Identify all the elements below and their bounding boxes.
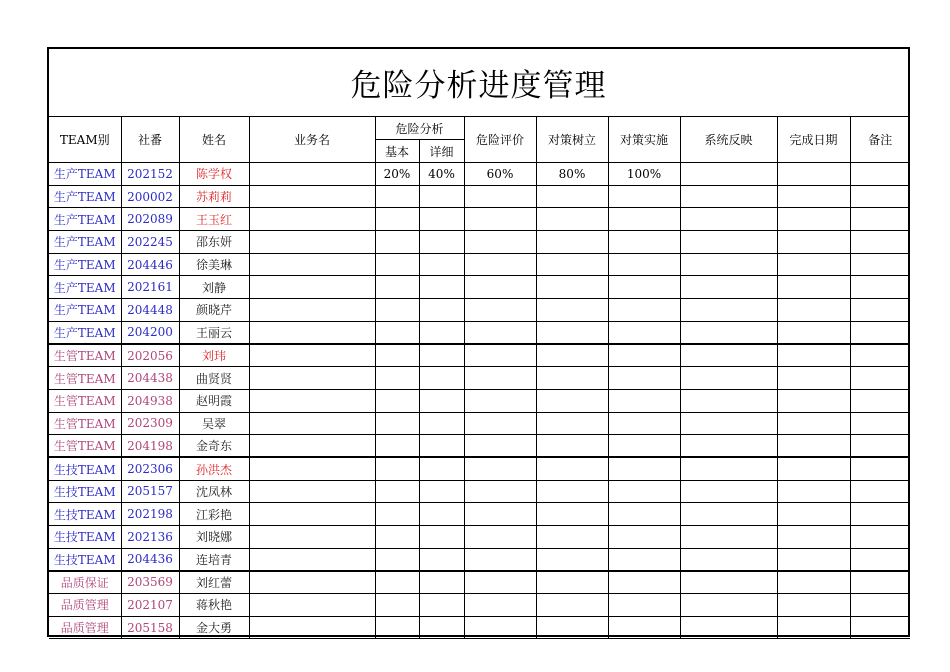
id-cell[interactable]: 204938: [121, 389, 179, 412]
feedback-cell[interactable]: [680, 344, 777, 367]
team-cell[interactable]: 生技TEAM: [49, 457, 121, 480]
team-cell[interactable]: 生产TEAM: [49, 321, 121, 344]
notes-cell[interactable]: [850, 276, 910, 299]
table-row: [49, 571, 910, 594]
business-cell[interactable]: [249, 367, 375, 390]
setup-cell[interactable]: [536, 480, 608, 503]
business-cell[interactable]: [249, 480, 375, 503]
team-cell[interactable]: 生产TEAM: [49, 276, 121, 299]
detail-cell[interactable]: [419, 299, 464, 322]
basic-cell[interactable]: [375, 457, 419, 480]
detail-cell[interactable]: [419, 571, 464, 594]
id-cell[interactable]: 202107: [121, 594, 179, 617]
impl-cell[interactable]: [608, 616, 680, 639]
basic-cell[interactable]: [375, 299, 419, 322]
basic-cell[interactable]: [375, 594, 419, 617]
notes-cell[interactable]: [850, 526, 910, 549]
feedback-cell[interactable]: [680, 276, 777, 299]
team-cell[interactable]: 品质管理: [49, 594, 121, 617]
setup-cell[interactable]: [536, 457, 608, 480]
detail-cell[interactable]: [419, 185, 464, 208]
detail-cell[interactable]: [419, 276, 464, 299]
business-cell[interactable]: [249, 208, 375, 231]
eval-cell[interactable]: [464, 299, 536, 322]
header-countermeasure-setup: 对策树立: [536, 117, 608, 163]
eval-cell[interactable]: [464, 526, 536, 549]
eval-cell[interactable]: [464, 276, 536, 299]
team-cell[interactable]: 生管TEAM: [49, 435, 121, 458]
impl-cell[interactable]: [608, 185, 680, 208]
feedback-cell[interactable]: [680, 253, 777, 276]
business-cell[interactable]: [249, 594, 375, 617]
basic-cell[interactable]: 20%: [375, 163, 419, 186]
feedback-cell[interactable]: [680, 548, 777, 571]
basic-cell[interactable]: [375, 503, 419, 526]
detail-cell[interactable]: [419, 208, 464, 231]
business-cell[interactable]: [249, 299, 375, 322]
basic-cell[interactable]: [375, 185, 419, 208]
feedback-cell[interactable]: [680, 321, 777, 344]
date-cell[interactable]: [777, 480, 850, 503]
feedback-cell[interactable]: [680, 480, 777, 503]
business-cell[interactable]: [249, 163, 375, 186]
business-cell[interactable]: [249, 344, 375, 367]
impl-cell[interactable]: [608, 412, 680, 435]
date-cell[interactable]: [777, 344, 850, 367]
eval-cell[interactable]: [464, 616, 536, 639]
detail-cell[interactable]: [419, 321, 464, 344]
eval-cell[interactable]: [464, 412, 536, 435]
header-completion-date: 完成日期: [777, 117, 850, 163]
id-cell[interactable]: 205158: [121, 616, 179, 639]
table-row: [49, 253, 910, 276]
team-cell[interactable]: 生产TEAM: [49, 185, 121, 208]
impl-cell[interactable]: [608, 276, 680, 299]
date-cell[interactable]: [777, 435, 850, 458]
table-row: [49, 185, 910, 208]
table-row: [49, 276, 910, 299]
impl-cell[interactable]: 100%: [608, 163, 680, 186]
feedback-cell[interactable]: [680, 435, 777, 458]
header-detail: 详细: [419, 140, 464, 163]
name-cell[interactable]: 陈学权: [179, 163, 249, 186]
id-cell[interactable]: 200002: [121, 185, 179, 208]
id-cell[interactable]: 202136: [121, 526, 179, 549]
business-cell[interactable]: [249, 231, 375, 254]
business-cell[interactable]: [249, 253, 375, 276]
id-cell[interactable]: 202309: [121, 412, 179, 435]
team-cell[interactable]: 生产TEAM: [49, 299, 121, 322]
name-cell[interactable]: 金奇东: [179, 435, 249, 458]
table-row: [49, 208, 910, 231]
team-cell[interactable]: 品质管理: [49, 616, 121, 639]
id-cell[interactable]: 202056: [121, 344, 179, 367]
eval-cell[interactable]: [464, 548, 536, 571]
eval-cell[interactable]: [464, 253, 536, 276]
name-cell[interactable]: 曲贤贤: [179, 367, 249, 390]
feedback-cell[interactable]: [680, 208, 777, 231]
notes-cell[interactable]: [850, 321, 910, 344]
eval-cell[interactable]: [464, 480, 536, 503]
setup-cell[interactable]: [536, 548, 608, 571]
business-cell[interactable]: [249, 389, 375, 412]
feedback-cell[interactable]: [680, 231, 777, 254]
feedback-cell[interactable]: [680, 299, 777, 322]
notes-cell[interactable]: [850, 185, 910, 208]
date-cell[interactable]: [777, 321, 850, 344]
basic-cell[interactable]: [375, 571, 419, 594]
id-cell[interactable]: 204448: [121, 299, 179, 322]
setup-cell[interactable]: [536, 571, 608, 594]
business-cell[interactable]: [249, 435, 375, 458]
header-id: 社番: [121, 117, 179, 163]
table-row: [49, 412, 910, 435]
impl-cell[interactable]: [608, 526, 680, 549]
progress-table: [49, 117, 910, 639]
notes-cell[interactable]: [850, 367, 910, 390]
impl-cell[interactable]: [608, 389, 680, 412]
setup-cell[interactable]: [536, 412, 608, 435]
impl-cell[interactable]: [608, 435, 680, 458]
date-cell[interactable]: [777, 412, 850, 435]
notes-cell[interactable]: [850, 480, 910, 503]
impl-cell[interactable]: [608, 571, 680, 594]
name-cell[interactable]: 刘静: [179, 276, 249, 299]
setup-cell[interactable]: [536, 503, 608, 526]
basic-cell[interactable]: [375, 276, 419, 299]
eval-cell[interactable]: [464, 367, 536, 390]
name-cell[interactable]: 王丽云: [179, 321, 249, 344]
name-cell[interactable]: 刘晓娜: [179, 526, 249, 549]
setup-cell[interactable]: [536, 253, 608, 276]
name-cell[interactable]: 邵东妍: [179, 231, 249, 254]
id-cell[interactable]: 205157: [121, 480, 179, 503]
impl-cell[interactable]: [608, 594, 680, 617]
team-cell[interactable]: 生技TEAM: [49, 503, 121, 526]
name-cell[interactable]: 江彩艳: [179, 503, 249, 526]
basic-cell[interactable]: [375, 253, 419, 276]
detail-cell[interactable]: [419, 526, 464, 549]
eval-cell[interactable]: [464, 185, 536, 208]
detail-cell[interactable]: 40%: [419, 163, 464, 186]
table-row: [49, 344, 910, 367]
header-name: 姓名: [179, 117, 249, 163]
header-countermeasure-impl: 对策实施: [608, 117, 680, 163]
date-cell[interactable]: [777, 548, 850, 571]
date-cell[interactable]: [777, 231, 850, 254]
id-cell[interactable]: 204198: [121, 435, 179, 458]
impl-cell[interactable]: [608, 208, 680, 231]
basic-cell[interactable]: [375, 344, 419, 367]
name-cell[interactable]: 连培青: [179, 548, 249, 571]
team-cell[interactable]: 生管TEAM: [49, 389, 121, 412]
eval-cell[interactable]: [464, 435, 536, 458]
setup-cell[interactable]: [536, 616, 608, 639]
detail-cell[interactable]: [419, 457, 464, 480]
date-cell[interactable]: [777, 389, 850, 412]
feedback-cell[interactable]: [680, 594, 777, 617]
date-cell[interactable]: [777, 526, 850, 549]
date-cell[interactable]: [777, 253, 850, 276]
basic-cell[interactable]: [375, 208, 419, 231]
header-team: TEAM别: [49, 117, 121, 163]
name-cell[interactable]: 颜晓芹: [179, 299, 249, 322]
table-row: [49, 389, 910, 412]
id-cell[interactable]: 204438: [121, 367, 179, 390]
detail-cell[interactable]: [419, 435, 464, 458]
notes-cell[interactable]: [850, 457, 910, 480]
basic-cell[interactable]: [375, 480, 419, 503]
basic-cell[interactable]: [375, 321, 419, 344]
feedback-cell[interactable]: [680, 412, 777, 435]
id-cell[interactable]: 202245: [121, 231, 179, 254]
business-cell[interactable]: [249, 526, 375, 549]
business-cell[interactable]: [249, 457, 375, 480]
feedback-cell[interactable]: [680, 571, 777, 594]
eval-cell[interactable]: [464, 344, 536, 367]
date-cell[interactable]: [777, 571, 850, 594]
notes-cell[interactable]: [850, 163, 910, 186]
team-cell[interactable]: 生管TEAM: [49, 367, 121, 390]
header-basic: 基本: [375, 140, 419, 163]
id-cell[interactable]: 203569: [121, 571, 179, 594]
feedback-cell[interactable]: [680, 457, 777, 480]
feedback-cell[interactable]: [680, 616, 777, 639]
table-row: [49, 231, 910, 254]
name-cell[interactable]: 刘红蕾: [179, 571, 249, 594]
setup-cell[interactable]: [536, 231, 608, 254]
basic-cell[interactable]: [375, 616, 419, 639]
id-cell[interactable]: 204436: [121, 548, 179, 571]
id-cell[interactable]: 202198: [121, 503, 179, 526]
notes-cell[interactable]: [850, 616, 910, 639]
detail-cell[interactable]: [419, 389, 464, 412]
notes-cell[interactable]: [850, 503, 910, 526]
table-row: [49, 163, 910, 186]
date-cell[interactable]: [777, 185, 850, 208]
id-cell[interactable]: 204446: [121, 253, 179, 276]
date-cell[interactable]: [777, 208, 850, 231]
basic-cell[interactable]: [375, 412, 419, 435]
name-cell[interactable]: 金大勇: [179, 616, 249, 639]
setup-cell[interactable]: [536, 594, 608, 617]
name-cell[interactable]: 吴翠: [179, 412, 249, 435]
progress-sheet: [47, 47, 910, 637]
impl-cell[interactable]: [608, 231, 680, 254]
name-cell[interactable]: 王玉红: [179, 208, 249, 231]
setup-cell[interactable]: [536, 276, 608, 299]
name-cell[interactable]: 沈凤林: [179, 480, 249, 503]
header-system-feedback: 系统反映: [680, 117, 777, 163]
id-cell[interactable]: 202161: [121, 276, 179, 299]
name-cell[interactable]: 蒋秋艳: [179, 594, 249, 617]
basic-cell[interactable]: [375, 367, 419, 390]
feedback-cell[interactable]: [680, 185, 777, 208]
name-cell[interactable]: 苏莉莉: [179, 185, 249, 208]
impl-cell[interactable]: [608, 299, 680, 322]
feedback-cell[interactable]: [680, 389, 777, 412]
header-notes: 备注: [850, 117, 910, 163]
setup-cell[interactable]: [536, 389, 608, 412]
impl-cell[interactable]: [608, 548, 680, 571]
id-cell[interactable]: 202089: [121, 208, 179, 231]
notes-cell[interactable]: [850, 253, 910, 276]
business-cell[interactable]: [249, 412, 375, 435]
team-cell[interactable]: 生管TEAM: [49, 344, 121, 367]
team-cell[interactable]: 生产TEAM: [49, 253, 121, 276]
basic-cell[interactable]: [375, 526, 419, 549]
team-cell[interactable]: 生技TEAM: [49, 480, 121, 503]
date-cell[interactable]: [777, 457, 850, 480]
sheet-title: 危险分析进度管理: [49, 49, 908, 117]
business-cell[interactable]: [249, 548, 375, 571]
notes-cell[interactable]: [850, 389, 910, 412]
detail-cell[interactable]: [419, 548, 464, 571]
table-row: [49, 480, 910, 503]
business-cell[interactable]: [249, 276, 375, 299]
name-cell[interactable]: 孙洪杰: [179, 457, 249, 480]
notes-cell[interactable]: [850, 548, 910, 571]
feedback-cell[interactable]: [680, 503, 777, 526]
team-cell[interactable]: 生产TEAM: [49, 231, 121, 254]
id-cell[interactable]: 202152: [121, 163, 179, 186]
eval-cell[interactable]: [464, 231, 536, 254]
impl-cell[interactable]: [608, 367, 680, 390]
header-business: 业务名: [249, 117, 375, 163]
notes-cell[interactable]: [850, 412, 910, 435]
date-cell[interactable]: [777, 276, 850, 299]
basic-cell[interactable]: [375, 435, 419, 458]
business-cell[interactable]: [249, 321, 375, 344]
notes-cell[interactable]: [850, 299, 910, 322]
date-cell[interactable]: [777, 299, 850, 322]
detail-cell[interactable]: [419, 367, 464, 390]
detail-cell[interactable]: [419, 503, 464, 526]
header-hazard-eval: 危险评价: [464, 117, 536, 163]
header-hazard-analysis: 危险分析: [375, 117, 464, 140]
basic-cell[interactable]: [375, 231, 419, 254]
name-cell[interactable]: 赵明霞: [179, 389, 249, 412]
notes-cell[interactable]: [850, 208, 910, 231]
setup-cell[interactable]: [536, 208, 608, 231]
notes-cell[interactable]: [850, 594, 910, 617]
notes-cell[interactable]: [850, 571, 910, 594]
feedback-cell[interactable]: [680, 367, 777, 390]
impl-cell[interactable]: [608, 503, 680, 526]
date-cell[interactable]: [777, 594, 850, 617]
setup-cell[interactable]: [536, 435, 608, 458]
team-cell[interactable]: 生技TEAM: [49, 526, 121, 549]
feedback-cell[interactable]: [680, 526, 777, 549]
table-row: [49, 503, 910, 526]
table-row: [49, 548, 910, 571]
date-cell[interactable]: [777, 163, 850, 186]
detail-cell[interactable]: [419, 344, 464, 367]
impl-cell[interactable]: [608, 253, 680, 276]
eval-cell[interactable]: [464, 321, 536, 344]
setup-cell[interactable]: [536, 526, 608, 549]
impl-cell[interactable]: [608, 457, 680, 480]
table-row: [49, 321, 910, 344]
table-row: [49, 299, 910, 322]
setup-cell[interactable]: [536, 185, 608, 208]
eval-cell[interactable]: [464, 208, 536, 231]
detail-cell[interactable]: [419, 412, 464, 435]
team-cell[interactable]: 生产TEAM: [49, 208, 121, 231]
business-cell[interactable]: [249, 616, 375, 639]
date-cell[interactable]: [777, 616, 850, 639]
impl-cell[interactable]: [608, 480, 680, 503]
team-cell[interactable]: 生产TEAM: [49, 163, 121, 186]
eval-cell[interactable]: [464, 389, 536, 412]
business-cell[interactable]: [249, 571, 375, 594]
table-row: [49, 594, 910, 617]
setup-cell[interactable]: [536, 344, 608, 367]
impl-cell[interactable]: [608, 321, 680, 344]
detail-cell[interactable]: [419, 253, 464, 276]
setup-cell[interactable]: [536, 321, 608, 344]
eval-cell[interactable]: [464, 503, 536, 526]
table-row: [49, 616, 910, 639]
setup-cell[interactable]: 80%: [536, 163, 608, 186]
setup-cell[interactable]: [536, 299, 608, 322]
name-cell[interactable]: 徐美琳: [179, 253, 249, 276]
team-cell[interactable]: 生技TEAM: [49, 548, 121, 571]
feedback-cell[interactable]: [680, 163, 777, 186]
id-cell[interactable]: 204200: [121, 321, 179, 344]
business-cell[interactable]: [249, 503, 375, 526]
team-cell[interactable]: 生管TEAM: [49, 412, 121, 435]
table-row: [49, 435, 910, 458]
id-cell[interactable]: 202306: [121, 457, 179, 480]
date-cell[interactable]: [777, 367, 850, 390]
eval-cell[interactable]: [464, 594, 536, 617]
business-cell[interactable]: [249, 185, 375, 208]
notes-cell[interactable]: [850, 435, 910, 458]
table-row: [49, 367, 910, 390]
impl-cell[interactable]: [608, 344, 680, 367]
detail-cell[interactable]: [419, 616, 464, 639]
team-cell[interactable]: 品质保证: [49, 571, 121, 594]
table-row: [49, 457, 910, 480]
notes-cell[interactable]: [850, 344, 910, 367]
detail-cell[interactable]: [419, 594, 464, 617]
date-cell[interactable]: [777, 503, 850, 526]
basic-cell[interactable]: [375, 389, 419, 412]
basic-cell[interactable]: [375, 548, 419, 571]
notes-cell[interactable]: [850, 231, 910, 254]
detail-cell[interactable]: [419, 231, 464, 254]
table-row: [49, 526, 910, 549]
eval-cell[interactable]: 60%: [464, 163, 536, 186]
eval-cell[interactable]: [464, 457, 536, 480]
detail-cell[interactable]: [419, 480, 464, 503]
name-cell[interactable]: 刘玮: [179, 344, 249, 367]
eval-cell[interactable]: [464, 571, 536, 594]
setup-cell[interactable]: [536, 367, 608, 390]
